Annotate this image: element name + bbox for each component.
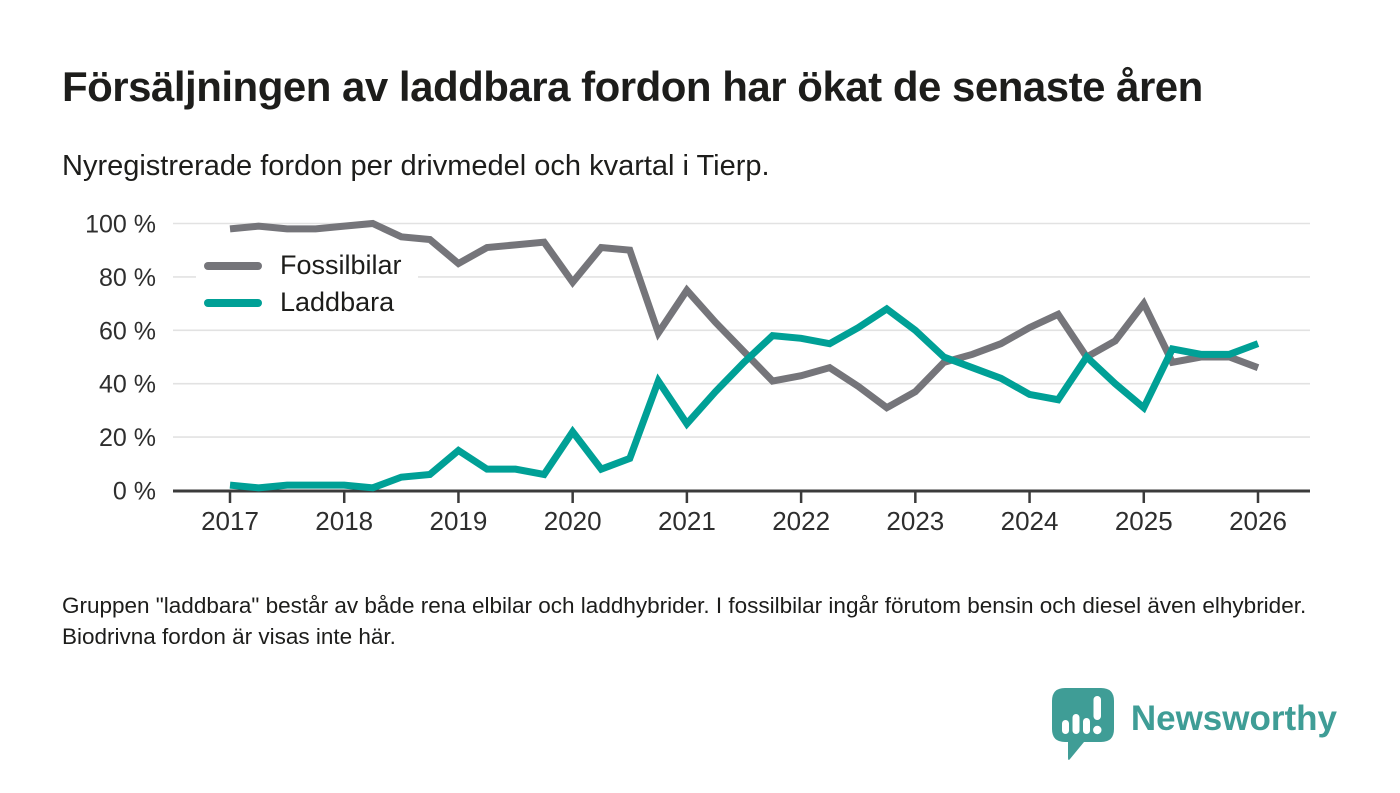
y-axis-label: 100 %: [85, 210, 156, 239]
newsworthy-logo: [1050, 686, 1337, 764]
newsworthy-logo-icon: [1050, 686, 1116, 764]
newsworthy-logo-text: Newsworthy: [1130, 699, 1337, 738]
x-axis-label: 2023: [886, 506, 945, 536]
x-axis-label: 2021: [657, 506, 716, 536]
legend-swatch-fossilbilar: [204, 262, 262, 270]
series-line-laddbara: [230, 309, 1258, 488]
chart-subtitle: Nyregistrerade fordon per drivmedel och kvartal i Tierp.: [62, 150, 770, 182]
x-axis-label: 2024: [1000, 506, 1059, 536]
footnote: Gruppen "laddbara" består av både rena elbilar och laddhybrider. I fossilbilar ingår förutom bensin och diesel även elhybrider. Biodrivna fordon är visas inte här.: [62, 593, 1307, 649]
legend-label-fossilbilar: Fossilbilar: [280, 250, 402, 280]
y-axis-label: 20 %: [99, 424, 156, 453]
legend-item-fossilbilar: [204, 247, 402, 284]
y-axis-label: 80 %: [99, 263, 156, 292]
y-axis-label: 40 %: [99, 370, 156, 399]
x-axis-label: 2025: [1114, 506, 1173, 536]
x-axis-label: 2017: [201, 506, 259, 536]
legend-swatch-laddbara: [204, 299, 262, 307]
x-axis-label: 2020: [543, 506, 602, 536]
legend-item-laddbara: [204, 284, 402, 321]
x-axis-label: 2019: [429, 506, 488, 536]
x-axis-label: 2026: [1229, 506, 1287, 536]
x-axis-label: 2022: [772, 506, 831, 536]
page-title: Försäljningen av laddbara fordon har ökat de senaste åren: [62, 63, 1203, 110]
legend-label-laddbara: Laddbara: [280, 287, 395, 317]
x-axis-label: 2018: [315, 506, 374, 536]
y-axis-label: 0 %: [112, 477, 156, 506]
y-axis-label: 60 %: [99, 317, 156, 346]
chart-legend: [196, 243, 418, 325]
